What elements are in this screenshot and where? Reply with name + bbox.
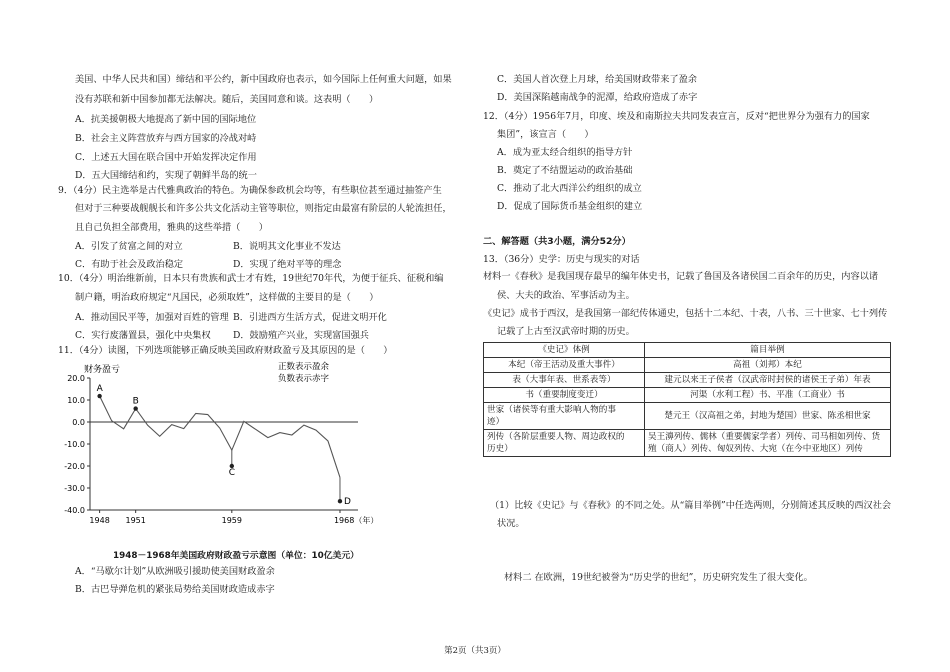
y-tick-label: -40.0 (64, 506, 85, 515)
section-heading: 二、解答题（共3小题，满分52分） (483, 236, 631, 247)
table-cell: 本纪（帝王活动及重大事件） (484, 358, 645, 373)
q10-option-a: A．推动国民平等，加强对百姓的管理 (75, 312, 229, 323)
q12-option-a: A．成为亚太经合组织的指导方针 (497, 147, 633, 158)
table-cell: 世家（诸侯等有重大影响人物的事 迹） (484, 403, 645, 430)
q10-option-b: B．引进西方生活方式，促进文明开化 (233, 312, 387, 323)
budget-chart (58, 360, 378, 550)
q11-option-c: C．美国人首次登上月球，给美国财政带来了盈余 (497, 74, 697, 85)
point-c-label: C (228, 468, 236, 478)
y-axis-label: 财务盈亏 (84, 365, 121, 375)
q8-stem-line1: 美国、中华人民共和国）缔结和平公约，新中国政府也表示，如今国际上任何重大问题，如果 (75, 74, 452, 85)
chart-points (97, 384, 351, 507)
x-tick-label: 1948 (89, 516, 110, 525)
q12-option-c: C．推动了北大西洋公约组织的成立 (497, 183, 642, 194)
q9-option-c: C．有助于社会及政治稳定 (75, 259, 184, 270)
y-tick-label: -10.0 (64, 440, 85, 449)
table-row (484, 403, 891, 430)
q11-option-b: B．古巴导弹危机的紧张局势给美国财政造成赤字 (75, 584, 275, 595)
table-header-row (484, 343, 891, 358)
q11-stem: 11．（4分）读图，下列选项能够正确反映美国政府财政盈亏及其原因的是（ ） (58, 345, 393, 356)
table-cell: 表（大事年表、世系表等） (484, 373, 645, 388)
q10-option-d: D．鼓励殖产兴业，实现富国强兵 (233, 330, 369, 341)
q8-option-c: C．上述五大国在联合国中开始发挥决定作用 (75, 152, 257, 163)
table-row (484, 430, 891, 457)
y-tick-label: 10.0 (67, 396, 85, 405)
shiji-table (483, 342, 891, 457)
x-tick-label: 1959 (221, 516, 242, 525)
material1b-line1: 《史记》成书于西汉，是我国第一部纪传体通史，包括十二本纪、十表，八书、三十世家、七十列传 (483, 308, 888, 319)
y-tick-label: 0.0 (72, 418, 85, 427)
table-row (484, 388, 891, 403)
q9-stem-line2: 但对于三种要战舰舰长和许多公共文化活动主管等职位，则指定由最富有阶层的人轮流担任， (75, 203, 452, 214)
point-d-marker (338, 499, 342, 503)
q13-title: 13．（36分）史学：历史与现实的对话 (483, 254, 640, 265)
q13-part1-line2: 状况。 (497, 518, 525, 529)
x-tick-label: 1951 (125, 516, 146, 525)
legend-note-positive: 正数表示盈余 (278, 362, 330, 372)
q8-option-b: B．社会主义阵营放弃与西方国家的冷战对峙 (75, 133, 257, 144)
legend-note-negative: 负数表示赤字 (278, 374, 330, 384)
y-tick-label: -20.0 (64, 462, 85, 471)
material1b-line2: 记载了上古至汉武帝时期的历史。 (497, 326, 635, 337)
q12-stem-line1: 12．（4分）1956年7月，印度、埃及和南斯拉夫共同发表宣言，反对“把世界分为强有力的国家 (483, 111, 870, 122)
q9-option-b: B．说明其文化事业不发达 (233, 241, 341, 252)
q9-stem-line1: 9．（4分）民主选举是古代雅典政治的特色。为确保参政机会均等，有些职位甚至通过抽签产生 (58, 185, 442, 196)
q10-stem-line1: 10．（4分）明治维新前，日本只有贵族和武士才有姓，19世纪70年代，为便于征兵、征税和编 (58, 273, 444, 284)
q10-stem-line2: 制户籍，明治政府规定“凡国民，必须取姓”，这样做的主要目的是（ ） (75, 292, 379, 303)
chart-title: 1948－1968年美国政府财政盈亏示意图（单位：10亿美元） (113, 551, 359, 561)
point-a-label: A (96, 384, 103, 395)
page-footer: 第2页（共3页） (444, 646, 506, 656)
q10-option-c: C．实行废藩置县，强化中央集权 (75, 330, 211, 341)
material2: 材料二 在欧洲，19世纪被誉为“历史学的世纪”，历史研究发生了很大变化。 (504, 572, 813, 583)
table-row (484, 373, 891, 388)
x-tick-label: 1968（年） (333, 516, 378, 525)
q12-option-d: D．促成了国际货币基金组织的建立 (497, 201, 643, 212)
table-cell: 列传（各阶层重要人物、周边政权的 历史） (484, 430, 645, 457)
q9-option-a: A．引发了贫富之间的对立 (75, 241, 183, 252)
q13-part1-line1: （1）比较《史记》与《春秋》的不同之处。从“篇目举例”中任选两则，分别简述其反映的西汉社会 (490, 500, 892, 511)
q8-option-d: D．五大国缔结和约，实现了朝鲜半岛的统一 (75, 170, 257, 181)
q11-option-a: A．“马歇尔计划”从欧洲吸引援助使美国财政盈余 (75, 566, 275, 577)
material1-line1: 材料一《春秋》是我国现存最早的编年体史书，记载了鲁国及各诸侯国二百余年的历史，内容以诸 (483, 271, 879, 282)
table-header-cell: 篇目举例 (645, 343, 891, 358)
y-tick-label: -30.0 (64, 484, 85, 493)
table-cell: 书（重要制度变迁） (484, 388, 645, 403)
q8-option-a: A．抗美援朝极大地提高了新中国的国际地位 (75, 114, 257, 125)
table-header-cell: 《史记》体例 (484, 343, 645, 358)
table-cell: 建元以来王子侯者（汉武帝时封侯的诸侯王子弟）年表 (645, 373, 891, 388)
y-tick-label: 20.0 (67, 374, 85, 383)
q9-option-d: D．实现了绝对平等的理念 (233, 259, 342, 270)
q11-option-d: D．美国深陷越南战争的泥潭，给政府造成了赤字 (497, 92, 698, 103)
table-cell: 高祖（刘邦）本纪 (645, 358, 891, 373)
material1-line2: 侯、大夫的政治、军事活动为主。 (497, 290, 635, 301)
q8-stem-line2: 没有苏联和新中国参加都无法解决。随后，美国同意和谈。这表明（ ） (75, 94, 379, 105)
chart-axes (90, 378, 358, 510)
table-cell: 楚元王（汉高祖之弟，封地为楚国）世家、陈丞相世家 (645, 403, 891, 430)
point-d-label: D (343, 497, 351, 508)
table-cell: 吴王濞列传、儒林（重要儒家学者）列传、司马相如列传、货 殖（商人）列传、匈奴列传、大宛（在今中亚地区）列传 (645, 430, 891, 457)
q12-option-b: B．奠定了不结盟运动的政治基础 (497, 165, 633, 176)
q12-stem-line2: 集团”，该宣言（ ） (497, 129, 594, 140)
point-a-marker (97, 394, 101, 398)
table-cell: 河渠（水利工程）书、平准（工商业）书 (645, 388, 891, 403)
point-b-label: B (132, 396, 139, 407)
point-b-marker (133, 406, 137, 410)
q9-stem-line3: 且自己负担全部费用，雅典的这些举措（ ） (75, 222, 268, 233)
table-row (484, 358, 891, 373)
